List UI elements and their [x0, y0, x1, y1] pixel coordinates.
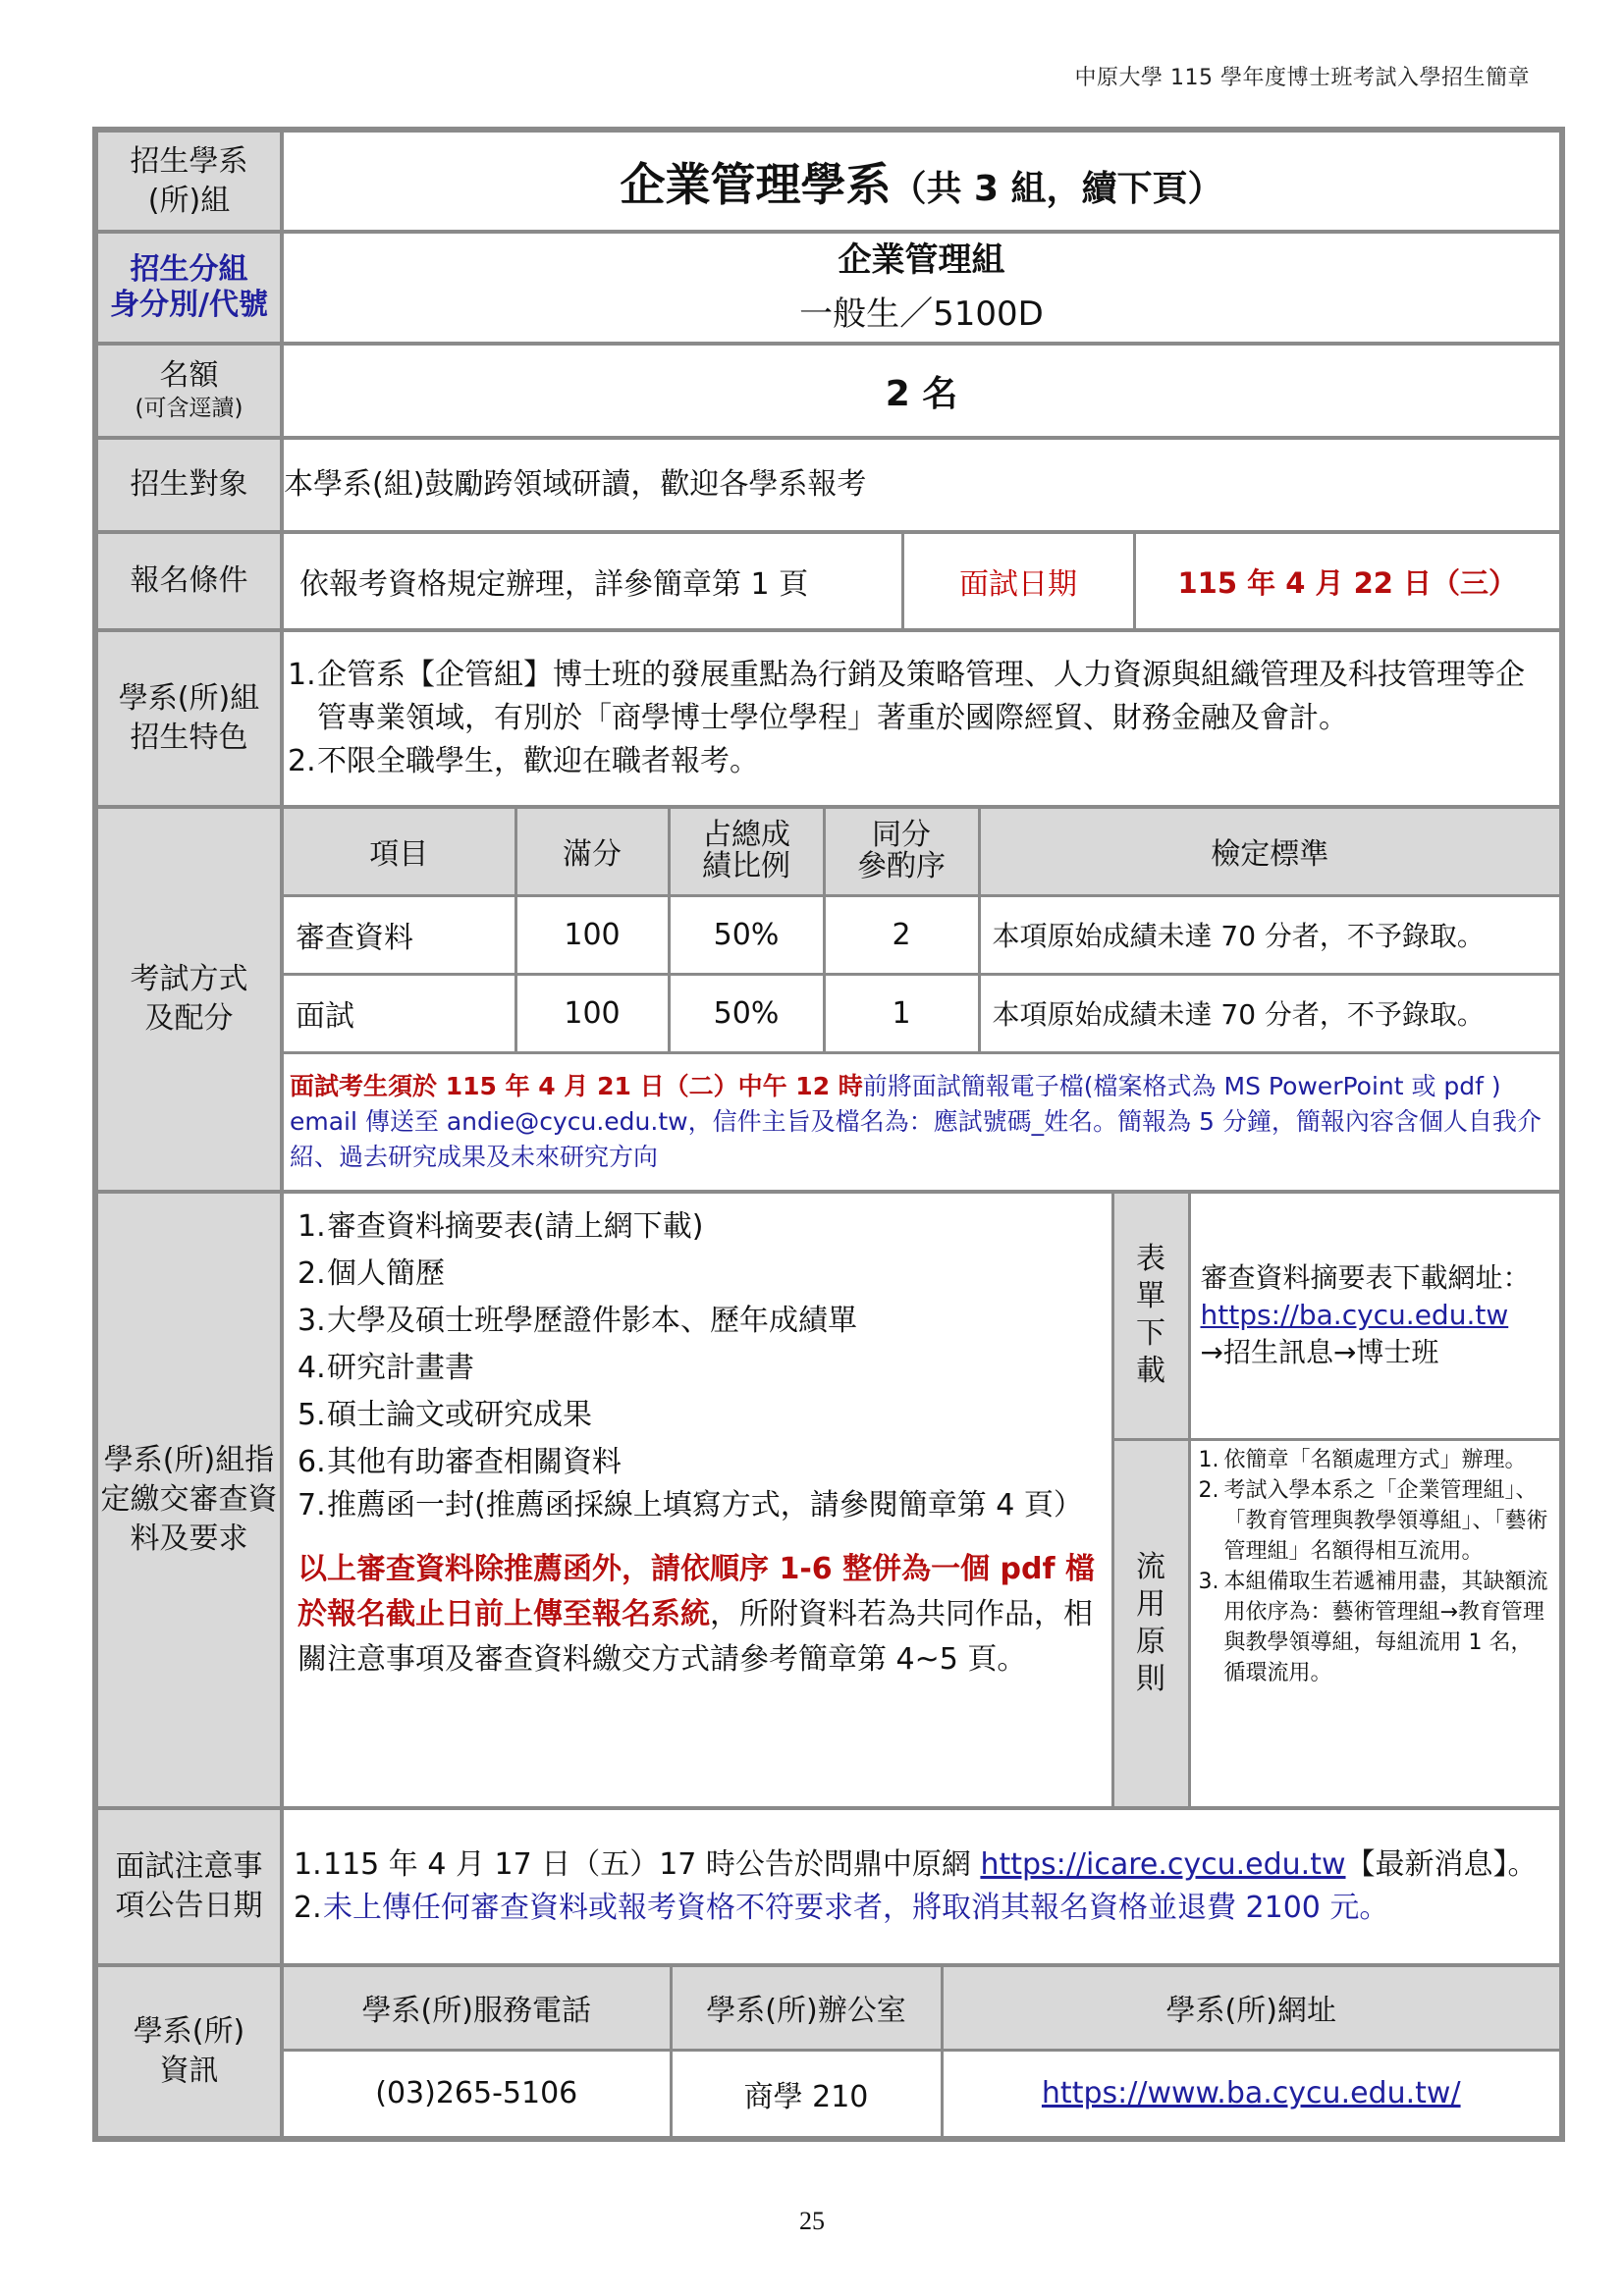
- form-download-path: →招生訊息→博士班: [1200, 1336, 1439, 1369]
- row-group: [95, 232, 1562, 344]
- label-text: 名額: [159, 358, 219, 393]
- group-label: [95, 232, 282, 344]
- feature-item: 2. 不限全職學生，歡迎在職者報考。: [288, 744, 759, 778]
- exam-item: 面試: [284, 974, 515, 1052]
- documents-cell: [282, 1192, 1562, 1808]
- document-item: 7. 推薦函一封(推薦函採線上填寫方式，請參閱簡章第 4 頁）: [298, 1488, 1083, 1522]
- admission-table: [92, 127, 1565, 2142]
- contact-header-office: 學系(所)辦公室: [671, 1967, 942, 2050]
- exam-standard: 本項原始成績未達 70 分者，不予錄取。: [979, 895, 1559, 974]
- exam-row: [284, 974, 1559, 1052]
- document-item: 6. 其他有助審查相關資料: [298, 1445, 622, 1479]
- document-item: 3. 大學及碩士班學歷證件影本、歷年成績單: [298, 1304, 857, 1338]
- contact-phone: (03)265-5106: [284, 2050, 671, 2136]
- target-value: 本學系(組)鼓勵跨領域研讀，歡迎各學系報考: [282, 438, 1562, 532]
- label-text: 考試方式: [130, 962, 248, 996]
- transfer-rule-item: 2. 考試入學本系之「企業管理組」、「教育管理與教學領導組」、「藝術管理組」名額得相互流用。: [1198, 1477, 1548, 1564]
- exam-label: [95, 807, 282, 1192]
- contact-website-cell: [942, 2050, 1559, 2136]
- document-item: 2. 個人簡歷: [298, 1256, 445, 1291]
- exam-row: [284, 895, 1559, 974]
- eligibility-value: 依報考資格規定辦理，詳參簡章第 1 頁: [284, 534, 902, 628]
- exam-standard: 本項原始成績未達 70 分者，不予錄取。: [979, 974, 1559, 1052]
- department-website-link[interactable]: https://www.ba.cycu.edu.tw/: [1041, 2076, 1461, 2111]
- exam-note-deadline: 面試考生須於 115 年 4 月 21 日（二）中午 12 時: [290, 1071, 863, 1100]
- exam-item: 審查資料: [284, 895, 515, 974]
- documents-note-upload: 以上審查資料除推薦函外，請依順序 1-6 整併為一個 pdf 檔於報名截止日前上傳至報名系統: [298, 1552, 1095, 1631]
- transfer-rules-list: [1199, 1445, 1550, 1688]
- header-tie: 同分 參酌序: [824, 809, 979, 895]
- transfer-rule-item: 3. 本組備取生若遞補用盡，其缺額流用依序為：藝術管理組→教育管理與教學領導組，每組流用 1 名，循環流用。: [1198, 1569, 1548, 1685]
- running-header: 中原大學 115 學年度博士班考試入學招生簡章: [1074, 66, 1530, 90]
- exam-ratio: 50%: [669, 974, 824, 1052]
- exam-note-row: [284, 1052, 1559, 1190]
- group-value: [282, 232, 1562, 344]
- label-text: (所)組: [147, 183, 231, 218]
- row-exam: [95, 807, 1562, 1192]
- header-item: 項目: [284, 809, 515, 895]
- contact-label: [95, 1965, 282, 2139]
- label-text: 學系(所)組指: [103, 1443, 275, 1477]
- quota-label: [95, 344, 282, 438]
- eligibility-label: 報名條件: [95, 532, 282, 630]
- form-download-text: 審查資料摘要表下載網址：: [1200, 1261, 1531, 1295]
- group-code: 一般生／5100D: [799, 294, 1044, 334]
- icare-link[interactable]: https://icare.cycu.edu.tw: [980, 1847, 1346, 1882]
- row-features: [95, 630, 1562, 807]
- exam-score-table: [284, 809, 1559, 1190]
- label-text: 面試注意事: [115, 1849, 263, 1884]
- form-download-link[interactable]: https://ba.cycu.edu.tw: [1200, 1299, 1509, 1332]
- eligibility-inner: [284, 534, 1559, 628]
- label-text: 項公告日期: [115, 1889, 263, 1923]
- exam-full: 100: [515, 974, 669, 1052]
- interview-date-value: 115 年 4 月 22 日（三）: [1134, 534, 1559, 628]
- exam-cell: [282, 807, 1562, 1192]
- announcement-label: [95, 1808, 282, 1965]
- department-suffix: （共 3 組，續下頁）: [891, 168, 1223, 209]
- exam-tie: 2: [824, 895, 979, 974]
- exam-tie: 1: [824, 974, 979, 1052]
- form-download-label: 表 單 下 載: [1112, 1194, 1189, 1439]
- label-text: 招生分組: [130, 252, 248, 287]
- documents-inner: [284, 1194, 1559, 1806]
- announcement-item: 2. 未上傳任何審查資料或報考資格不符要求者，將取消其報名資格並退費 2100 元。: [294, 1891, 1389, 1925]
- label-text: 招生特色: [130, 721, 248, 755]
- announcement-value: [282, 1808, 1562, 1965]
- label-text: 定繳交審查資: [100, 1482, 278, 1517]
- form-download-content: [1189, 1194, 1559, 1439]
- label-text: 及配分: [144, 1001, 234, 1036]
- document-item: 4. 研究計畫書: [298, 1351, 474, 1385]
- target-label: 招生對象: [95, 438, 282, 532]
- features-value: [282, 630, 1562, 807]
- group-name: 企業管理組: [838, 240, 1005, 280]
- department-value: [282, 130, 1562, 232]
- exam-full: 100: [515, 895, 669, 974]
- contact-header-phone: 學系(所)服務電話: [284, 1967, 671, 2050]
- exam-note: [284, 1052, 1559, 1190]
- row-eligibility: [95, 532, 1562, 630]
- transfer-rules-label: 流 用 原 則: [1112, 1439, 1189, 1806]
- label-text: 學系(所): [133, 2014, 245, 2049]
- documents-note-detail: ，所附資料若為共同作品，相關注意事項及審查資料繳交方式請參考簡章第 4~5 頁。: [298, 1597, 1093, 1677]
- features-label: [95, 630, 282, 807]
- label-text: (可含逕讀): [135, 396, 244, 421]
- documents-list-cell: [284, 1194, 1112, 1806]
- row-documents: [95, 1192, 1562, 1808]
- feature-item: 1. 企管系【企管組】博士班的發展重點為行銷及策略管理、人力資源與組織管理及科技管理等企管專業領域，有別於「商學博士學位學程」著重於國際經貿、財務金融及會計。: [288, 658, 1525, 735]
- department-title: 企業管理學系: [620, 157, 892, 211]
- documents-label: [95, 1192, 282, 1808]
- row-announcement: [95, 1808, 1562, 1965]
- eligibility-cell: [282, 532, 1562, 630]
- contact-table: [284, 1967, 1559, 2136]
- documents-note: [298, 1547, 1104, 1682]
- quota-value: 2 名: [282, 344, 1562, 438]
- documents-list: [298, 1203, 1104, 1525]
- label-text: 身分別/代號: [110, 288, 268, 322]
- contact-header-website: 學系(所)網址: [942, 1967, 1559, 2050]
- row-contact: [95, 1965, 1562, 2139]
- exam-header-row: [284, 809, 1559, 895]
- announcement-item: 1. 115 年 4 月 17 日（五）17 時公告於問鼎中原網 https://icare.cycu.edu.tw【最新消息】。: [294, 1847, 1538, 1882]
- label-text: 招生學系: [130, 143, 248, 179]
- transfer-rules-content: [1189, 1439, 1559, 1806]
- document-item: 1. 審查資料摘要表(請上網下載): [298, 1209, 704, 1244]
- page-number: 25: [799, 2207, 825, 2235]
- header-full: 滿分: [515, 809, 669, 895]
- header-standard: 檢定標準: [979, 809, 1559, 895]
- label-text: 料及要求: [130, 1522, 248, 1556]
- row-quota: [95, 344, 1562, 438]
- row-department: [95, 130, 1562, 232]
- exam-ratio: 50%: [669, 895, 824, 974]
- label-text: 資訊: [159, 2054, 219, 2088]
- contact-cell: [282, 1965, 1562, 2139]
- label-text: 學系(所)組: [118, 681, 260, 716]
- header-ratio: 占總成 績比例: [669, 809, 824, 895]
- department-label: [95, 130, 282, 232]
- contact-office: 商學 210: [671, 2050, 942, 2136]
- interview-date-label: 面試日期: [902, 534, 1134, 628]
- row-target: [95, 438, 1562, 532]
- transfer-rule-item: 1. 依簡章「名額處理方式」辦理。: [1198, 1447, 1527, 1472]
- document-item: 5. 碩士論文或研究成果: [298, 1398, 592, 1432]
- exam-note-instructions: 前將面試簡報電子檔(檔案格式為 MS PowerPoint 或 pdf ) email 傳送至 andie@cycu.edu.tw，信件主旨及檔名為：應試號碼_姓名。簡報為 5 分鐘，簡報內容含個人自我介紹、過去研究成果及未來研究方向: [290, 1071, 1542, 1171]
